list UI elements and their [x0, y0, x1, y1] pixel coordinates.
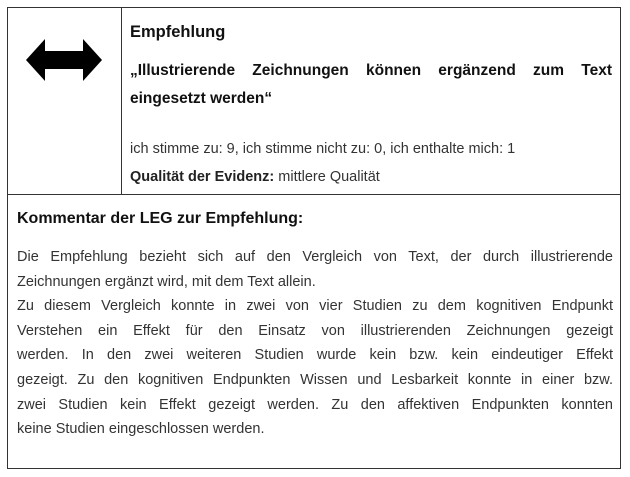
comment-line: zwei Studien kein Effekt gezeigt werden. Zu den affektiven Endpunkten konnten: [17, 396, 613, 413]
evidence-quality-value: mittlere Qualität: [278, 169, 380, 185]
double-headed-arrow-icon: [26, 39, 102, 81]
recommendation-row: [8, 8, 620, 195]
evidence-quality-label: Qualität der Evidenz:: [130, 169, 275, 185]
recommendation-heading: Empfehlung: [130, 23, 226, 41]
comment-line: Die Empfehlung bezieht sich auf den Vergleich von Text, der durch illustrierende: [17, 249, 613, 265]
comment-line: gezeigt. Zu den kognitiven Endpunkten Wissen und Lesbarkeit konnte in einer bzw.: [17, 371, 613, 388]
comment-line: keine Studien eingeschlossen werden.: [17, 421, 265, 438]
comment-line: Zeichnungen ergänzt wird, mit dem Text allein.: [17, 273, 316, 290]
comment-line: Zu diesem Vergleich konnte in zwei von vier Studien zu dem kognitiven Endpunkt: [17, 298, 613, 315]
recommendation-statement-line: „Illustrierende Zeichnungen können ergänzend zum Text: [130, 62, 612, 79]
recommendation-statement: [130, 57, 612, 113]
comment-body: [17, 245, 613, 442]
comment-heading: Kommentar der LEG zur Empfehlung:: [17, 210, 304, 227]
comment-line: Verstehen ein Effekt für den Einsatz von illustrierenden Zeichnungen gezeigt: [17, 322, 613, 339]
evidence-quality: [130, 169, 380, 185]
comment-line: werden. In den zwei weiteren Studien wurde kein bzw. kein eindeutiger Effekt: [17, 347, 613, 364]
recommendation-statement-line: eingesetzt werden“: [130, 90, 273, 107]
vote-result: ich stimme zu: 9, ich stimme nicht zu: 0, ich enthalte mich: 1: [130, 141, 516, 157]
recommendation-table: [7, 7, 621, 469]
icon-cell: [8, 8, 122, 194]
